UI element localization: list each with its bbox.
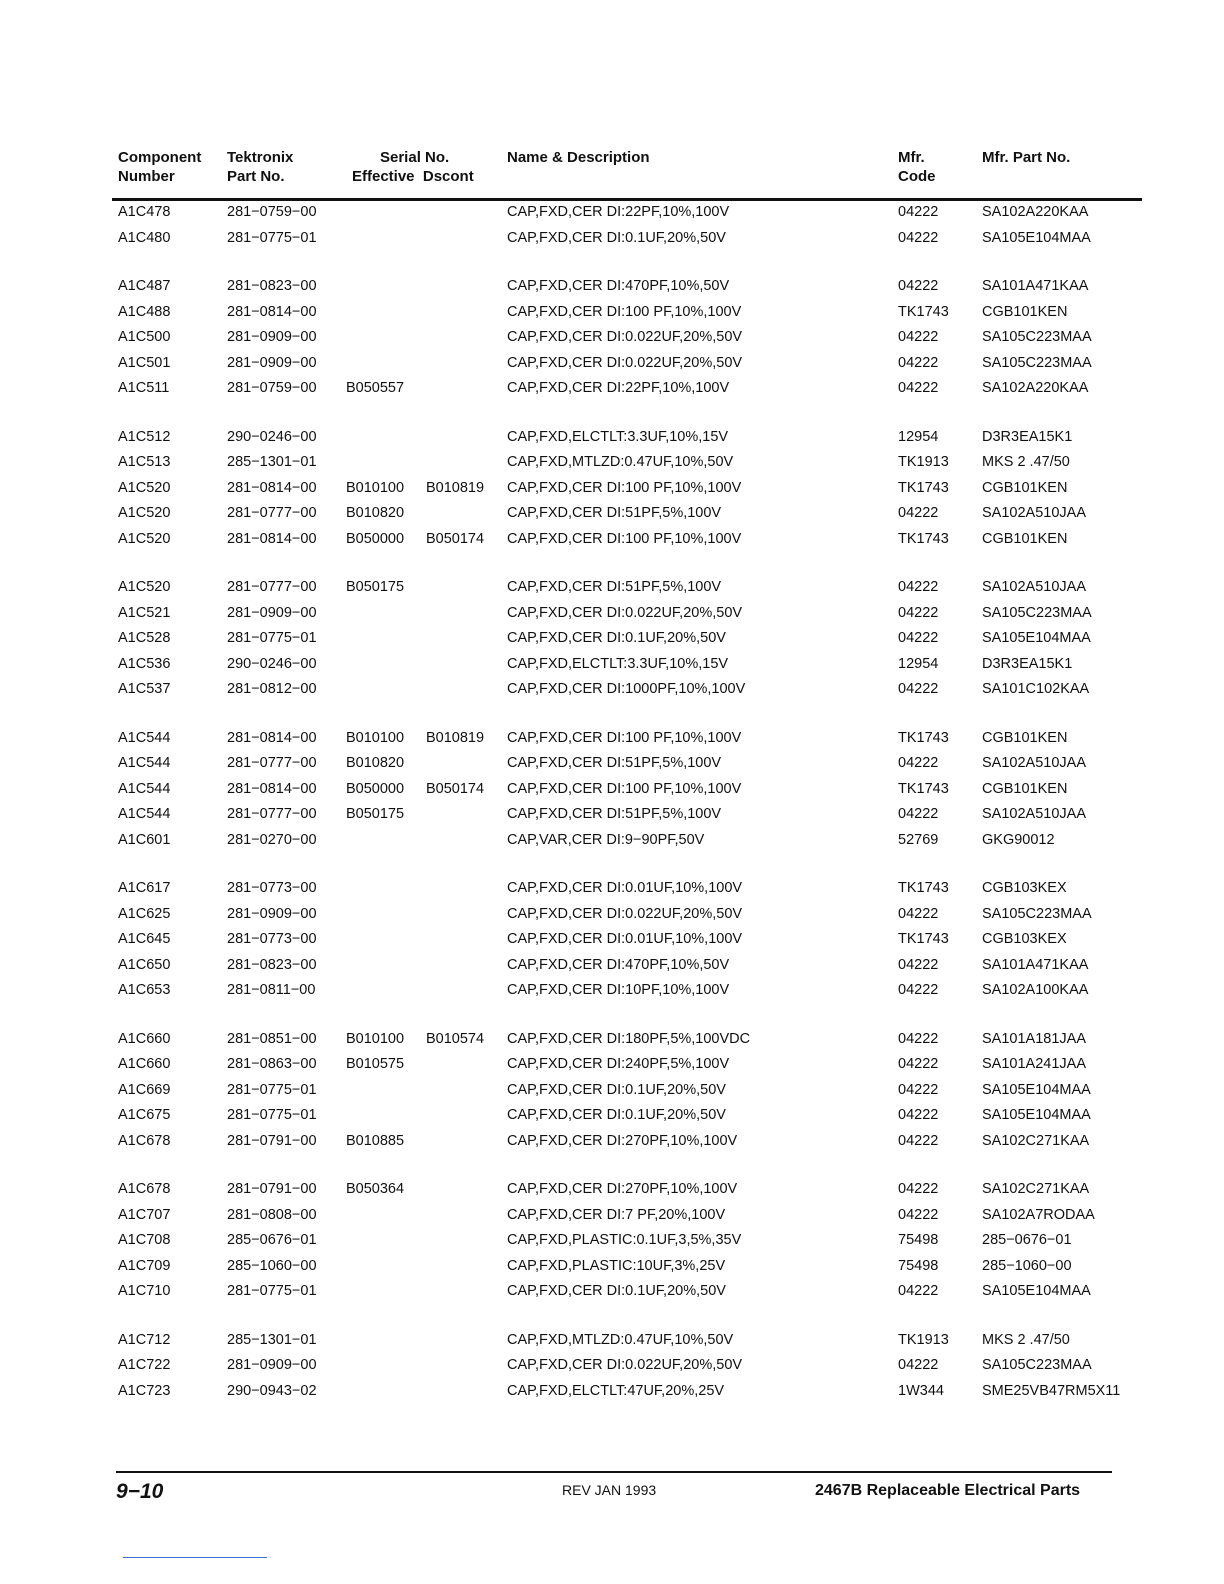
header-component-line2: Number <box>118 168 175 185</box>
tek-part-number: 281−0775−01 <box>227 1107 317 1123</box>
mfr-code: 04222 <box>898 905 939 922</box>
tek-part-number: 281−0775−01 <box>227 1283 317 1299</box>
name-description: CAP,FXD,PLASTIC:0.1UF,3,5%,35V <box>507 1232 742 1248</box>
tek-part-number: 281−0812−00 <box>227 681 317 697</box>
serial-dscont: B010819 <box>426 729 485 746</box>
mfr-code: TK1743 <box>898 479 949 496</box>
name-description: CAP,FXD,PLASTIC:10UF,3%,25V <box>507 1257 726 1274</box>
table-row <box>0 228 1224 254</box>
mfr-code: TK1743 <box>898 931 949 947</box>
table-row <box>0 1205 1224 1231</box>
component-number: A1C707 <box>118 1206 171 1223</box>
name-description: CAP,FXD,CER DI:0.022UF,20%,50V <box>507 354 743 371</box>
component-number: A1C521 <box>118 604 171 621</box>
mfr-code: 04222 <box>898 1107 939 1123</box>
mfr-code: TK1743 <box>898 530 949 547</box>
component-number: A1C601 <box>118 831 171 848</box>
mfr-part-number: SA102A7RODAA <box>982 1206 1095 1223</box>
table-row <box>0 1230 1224 1256</box>
component-number: A1C678 <box>118 1181 171 1197</box>
mfr-part-number: CGB103KEX <box>982 931 1067 947</box>
mfr-part-number: SA101A181JAA <box>982 1030 1086 1047</box>
table-row <box>0 878 1224 904</box>
mfr-part-number: SA102A220KAA <box>982 204 1089 220</box>
mfr-code: 52769 <box>898 831 939 848</box>
table-row <box>0 830 1224 856</box>
name-description: CAP,FXD,CER DI:0.01UF,10%,100V <box>507 931 743 947</box>
name-description: CAP,FXD,CER DI:22PF,10%,100V <box>507 380 730 396</box>
mfr-code: 04222 <box>898 1081 939 1098</box>
tek-part-number: 281−0863−00 <box>227 1056 317 1072</box>
mfr-part-number: CGB103KEX <box>982 880 1067 896</box>
table-row <box>0 1281 1224 1307</box>
table-row <box>0 1080 1224 1106</box>
table-row <box>0 1381 1224 1407</box>
mfr-code: 04222 <box>898 806 939 822</box>
tek-part-number: 281−0814−00 <box>227 729 317 746</box>
table-row <box>0 452 1224 478</box>
table-row <box>0 955 1224 981</box>
tek-part-number: 281−0814−00 <box>227 780 317 797</box>
table-row <box>0 804 1224 830</box>
table-row <box>0 980 1224 1006</box>
header-name-line1: Name & Description <box>507 149 650 166</box>
mfr-code: 04222 <box>898 1056 939 1072</box>
table-row <box>0 753 1224 779</box>
mfr-part-number: D3R3EA15K1 <box>982 655 1073 672</box>
table-row <box>0 603 1224 629</box>
row-group <box>0 202 1224 253</box>
mfr-part-number: SA101A471KAA <box>982 278 1089 294</box>
serial-effective: B050364 <box>346 1181 405 1197</box>
name-description: CAP,FXD,CER DI:0.022UF,20%,50V <box>507 329 743 345</box>
mfr-code: 04222 <box>898 755 939 771</box>
table-row <box>0 929 1224 955</box>
tek-part-number: 281−0808−00 <box>227 1206 317 1223</box>
mfr-part-number: CGB101KEN <box>982 530 1068 547</box>
name-description: CAP,FXD,CER DI:0.1UF,20%,50V <box>507 229 726 246</box>
name-description: CAP,FXD,CER DI:7 PF,20%,100V <box>507 1206 726 1223</box>
serial-effective: B010575 <box>346 1056 405 1072</box>
serial-effective: B010820 <box>346 755 405 771</box>
mfr-code: 04222 <box>898 604 939 621</box>
mfr-code: 04222 <box>898 982 939 998</box>
component-number: A1C617 <box>118 880 171 896</box>
table-row <box>0 276 1224 302</box>
tek-part-number: 281−0777−00 <box>227 806 317 822</box>
mfr-code: TK1743 <box>898 303 949 320</box>
mfr-part-number: CGB101KEN <box>982 303 1068 320</box>
component-number: A1C520 <box>118 479 171 496</box>
table-row <box>0 577 1224 603</box>
component-number: A1C478 <box>118 204 171 220</box>
table-row <box>0 1355 1224 1381</box>
name-description: CAP,FXD,CER DI:51PF,5%,100V <box>507 505 722 521</box>
mfr-part-number: SA105E104MAA <box>982 229 1091 246</box>
table-row <box>0 529 1224 555</box>
row-group <box>0 728 1224 856</box>
table-row <box>0 503 1224 529</box>
component-number: A1C520 <box>118 530 171 547</box>
mfr-part-number: SA105C223MAA <box>982 329 1092 345</box>
row-group <box>0 1179 1224 1307</box>
name-description: CAP,FXD,CER DI:100 PF,10%,100V <box>507 303 742 320</box>
tek-part-number: 281−0775−01 <box>227 1081 317 1098</box>
mfr-part-number: SA105E104MAA <box>982 630 1091 646</box>
tek-part-number: 281−0777−00 <box>227 579 317 595</box>
mfr-code: 04222 <box>898 1283 939 1299</box>
component-number: A1C544 <box>118 729 171 746</box>
name-description: CAP,FXD,CER DI:180PF,5%,100VDC <box>507 1030 751 1047</box>
mfr-code: TK1913 <box>898 1331 949 1348</box>
mfr-part-number: SA102A510JAA <box>982 806 1086 822</box>
tek-part-number: 285−1301−01 <box>227 454 317 470</box>
component-number: A1C723 <box>118 1382 171 1399</box>
mfr-code: 04222 <box>898 1181 939 1197</box>
component-number: A1C511 <box>118 380 170 396</box>
parts-table <box>0 202 1224 1429</box>
header-mfr-part <box>982 148 1070 167</box>
footer-divider <box>116 1471 1112 1473</box>
tek-part-number: 281−0823−00 <box>227 278 317 294</box>
mfr-part-number: CGB101KEN <box>982 479 1068 496</box>
component-number: A1C536 <box>118 655 171 672</box>
mfr-part-number: CGB101KEN <box>982 729 1068 746</box>
name-description: CAP,FXD,CER DI:0.1UF,20%,50V <box>507 1081 726 1098</box>
component-number: A1C722 <box>118 1357 171 1373</box>
row-group <box>0 878 1224 1006</box>
mfr-part-number: SA101A241JAA <box>982 1056 1086 1072</box>
mfr-part-number: SA102C271KAA <box>982 1181 1090 1197</box>
component-number: A1C645 <box>118 931 171 947</box>
tek-part-number: 281−0909−00 <box>227 354 317 371</box>
header-serial <box>352 148 474 186</box>
mfr-code: TK1743 <box>898 880 949 896</box>
name-description: CAP,FXD,CER DI:240PF,5%,100V <box>507 1056 730 1072</box>
component-number: A1C487 <box>118 278 171 294</box>
tek-part-number: 290−0943−02 <box>227 1382 317 1399</box>
table-row <box>0 1131 1224 1157</box>
table-row <box>0 654 1224 680</box>
mfr-part-number: SME25VB47RM5X11 <box>982 1382 1121 1399</box>
mfr-code: 1W344 <box>898 1382 944 1399</box>
name-description: CAP,FXD,CER DI:0.022UF,20%,50V <box>507 604 743 621</box>
tek-part-number: 281−0811−00 <box>227 982 316 998</box>
name-description: CAP,FXD,CER DI:51PF,5%,100V <box>507 755 722 771</box>
tek-part-number: 281−0909−00 <box>227 905 317 922</box>
name-description: CAP,FXD,ELCTLT:47UF,20%,25V <box>507 1382 725 1399</box>
mfr-part-number: SA105E104MAA <box>982 1283 1091 1299</box>
mfr-part-number: 285−0676−01 <box>982 1232 1072 1248</box>
mfr-code: 04222 <box>898 229 939 246</box>
tek-part-number: 285−1060−00 <box>227 1257 317 1274</box>
header-tek-part-line2: Part No. <box>227 168 285 185</box>
mfr-part-number: SA105C223MAA <box>982 1357 1092 1373</box>
name-description: CAP,FXD,CER DI:0.1UF,20%,50V <box>507 630 726 646</box>
mfr-part-number: SA102A510JAA <box>982 579 1086 595</box>
tek-part-number: 281−0791−00 <box>227 1181 317 1197</box>
table-row <box>0 327 1224 353</box>
name-description: CAP,FXD,CER DI:51PF,5%,100V <box>507 806 722 822</box>
mfr-code: 04222 <box>898 278 939 294</box>
name-description: CAP,FXD,MTLZD:0.47UF,10%,50V <box>507 454 734 470</box>
component-number: A1C488 <box>118 303 171 320</box>
row-group <box>0 427 1224 555</box>
header-divider <box>112 198 1142 201</box>
header-component <box>118 148 201 186</box>
component-number: A1C520 <box>118 505 171 521</box>
mfr-code: 75498 <box>898 1232 939 1248</box>
table-row <box>0 728 1224 754</box>
table-row <box>0 202 1224 228</box>
tek-part-number: 281−0775−01 <box>227 630 317 646</box>
mfr-code: 04222 <box>898 329 939 345</box>
tek-part-number: 285−0676−01 <box>227 1232 317 1248</box>
tek-part-number: 285−1301−01 <box>227 1331 317 1348</box>
header-mfr-code <box>898 148 936 186</box>
component-number: A1C709 <box>118 1257 171 1274</box>
mfr-part-number: SA101C102KAA <box>982 681 1090 697</box>
name-description: CAP,FXD,CER DI:470PF,10%,50V <box>507 956 730 973</box>
component-number: A1C537 <box>118 681 171 697</box>
name-description: CAP,FXD,CER DI:0.1UF,20%,50V <box>507 1283 726 1299</box>
tek-part-number: 281−0759−00 <box>227 380 317 396</box>
tek-part-number: 281−0823−00 <box>227 956 317 973</box>
component-number: A1C513 <box>118 454 171 470</box>
tek-part-number: 281−0775−01 <box>227 229 317 246</box>
table-row <box>0 1029 1224 1055</box>
mfr-code: 04222 <box>898 579 939 595</box>
table-row <box>0 1330 1224 1356</box>
table-row <box>0 1256 1224 1282</box>
mfr-part-number: SA101A471KAA <box>982 956 1089 973</box>
name-description: CAP,FXD,CER DI:22PF,10%,100V <box>507 204 730 220</box>
component-number: A1C712 <box>118 1331 171 1348</box>
mfr-part-number: 285−1060−00 <box>982 1257 1072 1274</box>
name-description: CAP,FXD,CER DI:0.022UF,20%,50V <box>507 1357 743 1373</box>
mfr-code: 12954 <box>898 428 939 445</box>
serial-effective: B050000 <box>346 780 405 797</box>
serial-dscont: B010819 <box>426 479 485 496</box>
component-number: A1C520 <box>118 579 171 595</box>
component-number: A1C675 <box>118 1107 171 1123</box>
mfr-code: 04222 <box>898 354 939 371</box>
header-serial-line1: Serial No. <box>380 149 450 166</box>
tek-part-number: 281−0270−00 <box>227 831 317 848</box>
table-row <box>0 628 1224 654</box>
mfr-part-number: MKS 2 .47/50 <box>982 454 1070 470</box>
name-description: CAP,FXD,CER DI:100 PF,10%,100V <box>507 530 742 547</box>
component-number: A1C669 <box>118 1081 171 1098</box>
component-number: A1C544 <box>118 755 171 771</box>
mfr-code: 12954 <box>898 655 939 672</box>
mfr-code: 04222 <box>898 380 939 396</box>
table-row <box>0 1179 1224 1205</box>
header-mfr-code-line2: Code <box>898 168 936 185</box>
mfr-part-number: SA102A220KAA <box>982 380 1089 396</box>
component-number: A1C660 <box>118 1030 171 1047</box>
tek-part-number: 281−0777−00 <box>227 755 317 771</box>
page-number: 9−10 <box>116 1480 164 1503</box>
row-group <box>0 1029 1224 1157</box>
name-description: CAP,VAR,CER DI:9−90PF,50V <box>507 831 705 848</box>
serial-effective: B050557 <box>346 380 405 396</box>
header-component-line1: Component <box>118 149 202 166</box>
tek-part-number: 281−0909−00 <box>227 1357 317 1373</box>
serial-dscont: B010574 <box>426 1030 485 1047</box>
component-number: A1C660 <box>118 1056 171 1072</box>
link-underline <box>123 1557 267 1558</box>
component-number: A1C501 <box>118 354 171 371</box>
mfr-part-number: CGB101KEN <box>982 780 1068 797</box>
name-description: CAP,FXD,CER DI:100 PF,10%,100V <box>507 780 742 797</box>
mfr-part-number: SA105C223MAA <box>982 604 1092 621</box>
component-number: A1C678 <box>118 1132 171 1149</box>
header-mfr-code-line1: Mfr. <box>898 149 925 166</box>
mfr-code: TK1743 <box>898 729 949 746</box>
table-row <box>0 779 1224 805</box>
tek-part-number: 281−0909−00 <box>227 329 317 345</box>
component-number: A1C544 <box>118 806 171 822</box>
mfr-part-number: SA102A100KAA <box>982 982 1089 998</box>
name-description: CAP,FXD,CER DI:470PF,10%,50V <box>507 278 730 294</box>
table-row <box>0 427 1224 453</box>
tek-part-number: 281−0773−00 <box>227 880 317 896</box>
name-description: CAP,FXD,ELCTLT:3.3UF,10%,15V <box>507 428 729 445</box>
serial-effective: B050175 <box>346 579 405 595</box>
mfr-code: 04222 <box>898 1206 939 1223</box>
serial-dscont: B050174 <box>426 530 485 547</box>
tek-part-number: 281−0791−00 <box>227 1132 317 1149</box>
mfr-code: TK1743 <box>898 780 949 797</box>
table-row <box>0 478 1224 504</box>
name-description: CAP,FXD,CER DI:100 PF,10%,100V <box>507 729 742 746</box>
serial-effective: B010100 <box>346 1030 405 1047</box>
tek-part-number: 281−0814−00 <box>227 530 317 547</box>
table-row <box>0 904 1224 930</box>
mfr-part-number: GKG90012 <box>982 831 1055 848</box>
row-group <box>0 577 1224 705</box>
name-description: CAP,FXD,MTLZD:0.47UF,10%,50V <box>507 1331 734 1348</box>
serial-dscont: B050174 <box>426 780 485 797</box>
tek-part-number: 281−0773−00 <box>227 931 317 947</box>
name-description: CAP,FXD,CER DI:1000PF,10%,100V <box>507 681 746 697</box>
name-description: CAP,FXD,CER DI:100 PF,10%,100V <box>507 479 742 496</box>
tek-part-number: 290−0246−00 <box>227 655 317 672</box>
mfr-part-number: D3R3EA15K1 <box>982 428 1073 445</box>
mfr-code: 75498 <box>898 1257 939 1274</box>
header-name-description <box>507 148 650 167</box>
tek-part-number: 281−0777−00 <box>227 505 317 521</box>
revision-date: REV JAN 1993 <box>562 1482 657 1498</box>
component-number: A1C625 <box>118 905 171 922</box>
mfr-code: 04222 <box>898 630 939 646</box>
component-number: A1C500 <box>118 329 171 345</box>
mfr-part-number: SA102C271KAA <box>982 1132 1090 1149</box>
tek-part-number: 281−0851−00 <box>227 1030 317 1047</box>
name-description: CAP,FXD,CER DI:51PF,5%,100V <box>507 579 722 595</box>
table-row <box>0 679 1224 705</box>
name-description: CAP,FXD,CER DI:270PF,10%,100V <box>507 1181 738 1197</box>
header-tek-part <box>227 148 293 186</box>
serial-effective: B010820 <box>346 505 405 521</box>
serial-effective: B010100 <box>346 729 405 746</box>
tek-part-number: 281−0814−00 <box>227 479 317 496</box>
mfr-part-number: SA105E104MAA <box>982 1081 1091 1098</box>
serial-effective: B050175 <box>346 806 405 822</box>
mfr-part-number: MKS 2 .47/50 <box>982 1331 1070 1348</box>
table-row <box>0 302 1224 328</box>
component-number: A1C708 <box>118 1232 171 1248</box>
table-row <box>0 378 1224 404</box>
component-number: A1C650 <box>118 956 171 973</box>
mfr-code: 04222 <box>898 204 939 220</box>
mfr-part-number: SA105C223MAA <box>982 905 1092 922</box>
component-number: A1C528 <box>118 630 171 646</box>
mfr-part-number: SA105C223MAA <box>982 354 1092 371</box>
serial-effective: B010100 <box>346 479 405 496</box>
row-group <box>0 1330 1224 1407</box>
name-description: CAP,FXD,CER DI:270PF,10%,100V <box>507 1132 738 1149</box>
header-tek-part-line1: Tektronix <box>227 149 294 166</box>
mfr-code: 04222 <box>898 956 939 973</box>
serial-effective: B010885 <box>346 1132 405 1149</box>
row-group <box>0 276 1224 404</box>
mfr-code: TK1913 <box>898 454 949 470</box>
mfr-part-number: SA102A510JAA <box>982 755 1086 771</box>
tek-part-number: 290−0246−00 <box>227 428 317 445</box>
mfr-code: 04222 <box>898 1357 939 1373</box>
mfr-part-number: SA102A510JAA <box>982 505 1086 521</box>
document-title: 2467B Replaceable Electrical Parts <box>815 1482 1081 1499</box>
component-number: A1C480 <box>118 229 171 246</box>
mfr-code: 04222 <box>898 681 939 697</box>
table-row <box>0 353 1224 379</box>
mfr-code: 04222 <box>898 1030 939 1047</box>
component-number: A1C710 <box>118 1283 171 1299</box>
component-number: A1C512 <box>118 428 171 445</box>
name-description: CAP,FXD,CER DI:0.01UF,10%,100V <box>507 880 743 896</box>
table-row <box>0 1105 1224 1131</box>
header-mfr-part-line1: Mfr. Part No. <box>982 149 1071 166</box>
mfr-code: 04222 <box>898 1132 939 1149</box>
mfr-part-number: SA105E104MAA <box>982 1107 1091 1123</box>
name-description: CAP,FXD,ELCTLT:3.3UF,10%,15V <box>507 655 729 672</box>
tek-part-number: 281−0759−00 <box>227 204 317 220</box>
serial-effective: B050000 <box>346 530 405 547</box>
name-description: CAP,FXD,CER DI:0.022UF,20%,50V <box>507 905 743 922</box>
tek-part-number: 281−0814−00 <box>227 303 317 320</box>
component-number: A1C653 <box>118 982 171 998</box>
table-row <box>0 1054 1224 1080</box>
name-description: CAP,FXD,CER DI:10PF,10%,100V <box>507 982 730 998</box>
tek-part-number: 281−0909−00 <box>227 604 317 621</box>
component-number: A1C544 <box>118 780 171 797</box>
mfr-code: 04222 <box>898 505 939 521</box>
header-serial-line2: Effective Dscont <box>352 168 474 185</box>
name-description: CAP,FXD,CER DI:0.1UF,20%,50V <box>507 1107 726 1123</box>
